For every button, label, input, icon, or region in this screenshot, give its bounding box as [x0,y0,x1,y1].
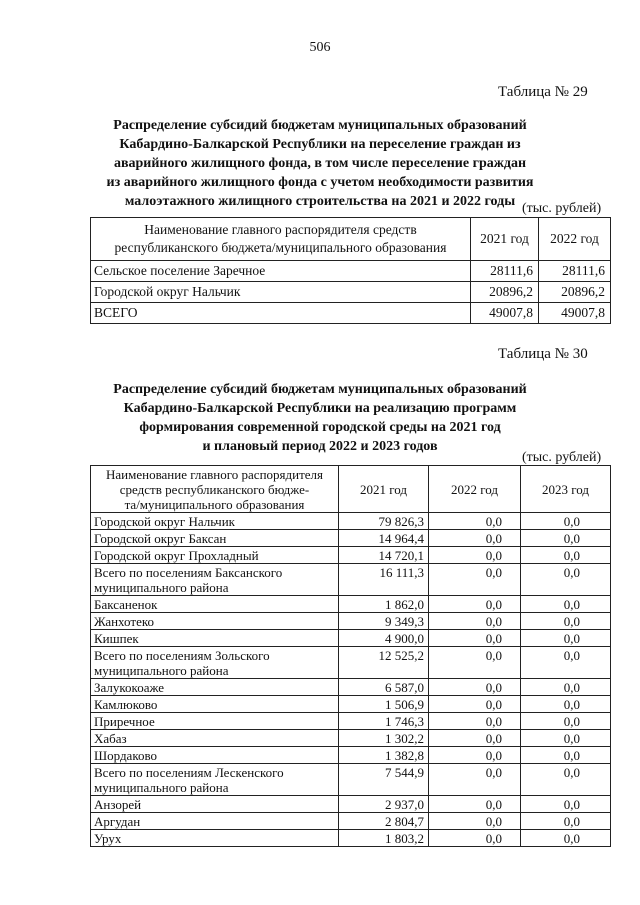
table-row [91,764,611,796]
table-30 [90,465,611,847]
value-2021: 2 937,0 [339,796,429,813]
table-row [91,713,611,730]
header-name-line: Наименование главного распорядителя [106,466,323,482]
value-2023: 0,0 [521,764,611,796]
value-2023: 0,0 [521,564,611,596]
value-2021: 6 587,0 [339,679,429,696]
table-30-units: (тыс. рублей) [522,450,602,465]
table-29-title [90,116,550,211]
header-name-line: та/муниципального образования [124,496,305,512]
table-29 [90,217,611,324]
value-2021: 1 803,2 [339,830,429,847]
value-2023: 0,0 [521,696,611,713]
title-line: Кабардино-Балкарской Республики на реализацию программ [123,401,517,416]
title-line: Кабардино-Балкарской Республики на переселение граждан из [119,137,521,152]
title-line: Распределение субсидий бюджетам муниципальных образований [113,382,527,397]
table-row [91,547,611,564]
value-2023: 0,0 [521,630,611,647]
value-2022: 0,0 [429,713,521,730]
row-name [91,713,339,730]
row-name [91,547,339,564]
row-name [91,730,339,747]
row-name-line: Приречное [94,714,155,729]
row-name-line: Всего по поселениям Лескенского [94,765,284,780]
title-line: Распределение субсидий бюджетам муниципальных образований [113,118,527,133]
value-2022: 0,0 [429,530,521,547]
value-2021: 12 525,2 [339,647,429,679]
value-2023: 0,0 [521,830,611,847]
table-row [91,282,611,303]
value-2022: 0,0 [429,564,521,596]
value-2022: 49007,8 [539,303,611,324]
row-name: Сельское поселение Заречное [91,261,471,282]
row-name-line: Шордаково [94,748,158,763]
value-2021: 14 964,4 [339,530,429,547]
value-2022: 0,0 [429,513,521,530]
table-row [91,303,611,324]
table-row [91,564,611,596]
header-2021: 2021 год [339,466,429,513]
row-name: Городской округ Нальчик [91,282,471,303]
row-name-line: Хабаз [94,731,127,746]
row-name [91,647,339,679]
row-name-line: Всего по поселениям Баксанского [94,565,283,580]
value-2022: 28111,6 [539,261,611,282]
value-2022: 0,0 [429,596,521,613]
value-2021: 7 544,9 [339,764,429,796]
value-2022: 0,0 [429,813,521,830]
header-2021: 2021 год [471,218,539,261]
title-line: формирования современной городской среды на 2021 год [139,420,501,435]
row-name [91,530,339,547]
table-row [91,730,611,747]
table-row [91,830,611,847]
table-row [91,647,611,679]
value-2021: 14 720,1 [339,547,429,564]
title-line: и плановый период 2022 и 2023 годов [202,439,438,454]
value-2021: 16 111,3 [339,564,429,596]
value-2023: 0,0 [521,596,611,613]
value-2022: 0,0 [429,630,521,647]
row-name-line: Кишпек [94,631,139,646]
row-name [91,747,339,764]
row-name-line: Жанхотеко [94,614,154,629]
table-row [91,813,611,830]
value-2021: 20896,2 [471,282,539,303]
table-30-label: Таблица № 30 [498,346,588,362]
value-2021: 1 382,8 [339,747,429,764]
table-30-title [90,380,550,456]
header-name-line: Наименование главного распорядителя средств [144,222,417,237]
row-name [91,564,339,596]
value-2023: 0,0 [521,796,611,813]
table-row [91,696,611,713]
value-2021: 4 900,0 [339,630,429,647]
row-name [91,613,339,630]
value-2023: 0,0 [521,813,611,830]
header-2023: 2023 год [521,466,611,513]
row-name-line: Всего по поселениям Зольского [94,648,270,663]
header-name-line: средств республиканского бюдже- [119,481,310,497]
header-name-line: республиканского бюджета/муниципального образования [114,240,447,255]
value-2022: 0,0 [429,764,521,796]
value-2023: 0,0 [521,747,611,764]
table-row [91,747,611,764]
title-line: из аварийного жилищного фонда с учетом необходимости развития [106,175,534,190]
row-name-line: Камлюково [94,697,158,712]
value-2022: 0,0 [429,830,521,847]
value-2023: 0,0 [521,647,611,679]
row-name [91,596,339,613]
table-row [91,261,611,282]
header-name [91,218,471,261]
value-2023: 0,0 [521,513,611,530]
table-row [91,513,611,530]
value-2021: 2 804,7 [339,813,429,830]
value-2023: 0,0 [521,613,611,630]
value-2022: 0,0 [429,730,521,747]
row-name-line: Баксаненок [94,597,158,612]
table-row [91,796,611,813]
value-2021: 79 826,3 [339,513,429,530]
row-name-line: муниципального района [94,663,229,678]
header-name [91,466,339,513]
row-name: ВСЕГО [91,303,471,324]
value-2022: 0,0 [429,679,521,696]
row-name-line: Залукокоаже [94,680,165,695]
table-29-units: (тыс. рублей) [522,201,602,216]
value-2022: 0,0 [429,696,521,713]
table-row [91,530,611,547]
value-2021: 9 349,3 [339,613,429,630]
value-2023: 0,0 [521,547,611,564]
row-name-line: Городской округ Прохладный [94,548,259,563]
value-2022: 0,0 [429,796,521,813]
table-29-label: Таблица № 29 [498,84,588,100]
row-name [91,796,339,813]
row-name [91,764,339,796]
value-2022: 0,0 [429,747,521,764]
value-2023: 0,0 [521,530,611,547]
table-row [91,613,611,630]
page-number: 506 [309,40,331,55]
row-name [91,696,339,713]
row-name-line: Урух [94,831,122,846]
value-2023: 0,0 [521,679,611,696]
row-name [91,830,339,847]
value-2021: 1 862,0 [339,596,429,613]
row-name [91,813,339,830]
value-2022: 0,0 [429,547,521,564]
row-name-line: муниципального района [94,780,229,795]
value-2023: 0,0 [521,713,611,730]
table-row [91,679,611,696]
value-2023: 0,0 [521,730,611,747]
value-2021: 1 302,2 [339,730,429,747]
row-name-line: Городской округ Нальчик [94,514,235,529]
header-2022: 2022 год [539,218,611,261]
value-2021: 1 506,9 [339,696,429,713]
table-row [91,596,611,613]
value-2022: 0,0 [429,647,521,679]
row-name-line: муниципального района [94,580,229,595]
row-name [91,630,339,647]
value-2021: 28111,6 [471,261,539,282]
row-name-line: Анзорей [94,797,142,812]
table-header-row [91,218,611,261]
value-2021: 49007,8 [471,303,539,324]
value-2022: 0,0 [429,613,521,630]
row-name [91,513,339,530]
table-header-row [91,466,611,513]
value-2022: 20896,2 [539,282,611,303]
table-row [91,630,611,647]
row-name-line: Аргудан [94,814,141,829]
row-name [91,679,339,696]
title-line: аварийного жилищного фонда, в том числе переселение граждан [113,156,527,171]
title-line: малоэтажного жилищного строительства на 2021 и 2022 годы [124,194,516,209]
row-name-line: Городской округ Баксан [94,531,227,546]
value-2021: 1 746,3 [339,713,429,730]
header-2022: 2022 год [429,466,521,513]
